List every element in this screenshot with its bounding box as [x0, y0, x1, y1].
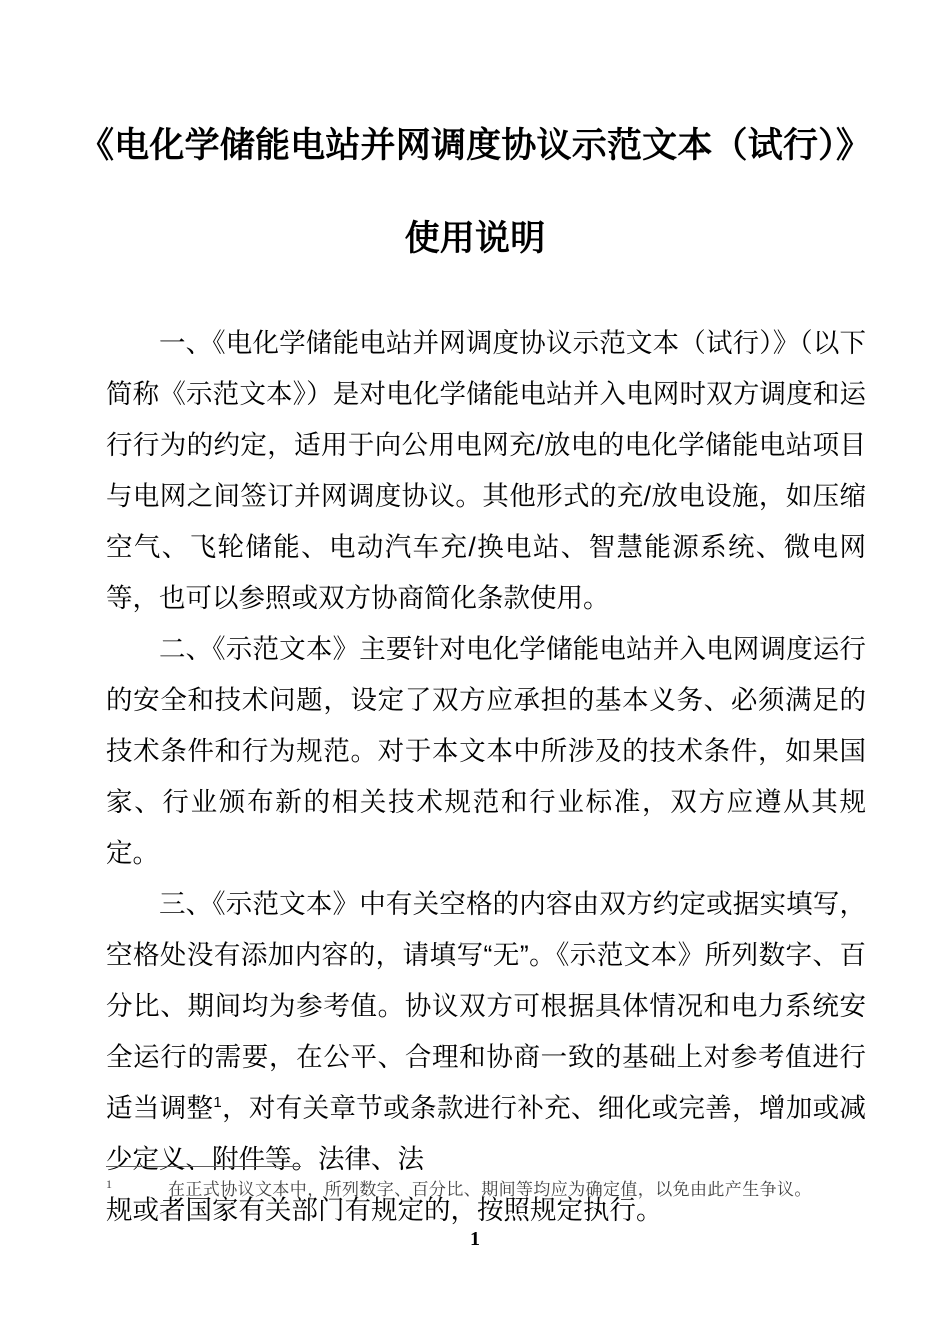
paragraph-one: 一、《电化学储能电站并网调度协议示范文本（试行）》（以下简称《示范文本》）是对电化学储能电站并入电网时双方调度和运行行为的约定，适用于向公用电网充/放电的电化学储能电站项目与电网之间签订并网调度协议。其他形式的充/放电设施，如压缩空气、飞轮储能、电动汽车充/换电站、智慧能源系统、微电网等，也可以参照或双方协商简化条款使用。: [106, 328, 866, 613]
paragraph-three-text-before-footnote: 三、《示范文本》中有关空格的内容由双方约定或据实填写，空格处没有添加内容的，请填写“无”。《示范文本》所列数字、百分比、期间均为参考值。协议双方可根据具体情况和电力系统安全运行的需要，在公平、合理和协商一致的基础上对参考值进行适当调整: [106, 889, 866, 1123]
document-title-block: [0, 0, 950, 256]
footnote-text: 在正式协议文本中，所列数字、百分比、期间等均应为确定值，以免由此产生争议。: [168, 1180, 812, 1199]
paragraph-three-text-after-footnote: ，对有关章节或条款进行补充、细化或完善，增加或减少定义、附件等。法律、法: [106, 1093, 867, 1174]
footnote-separator-rule: [106, 1166, 301, 1167]
page-title-line-1: 《电化学储能电站并网调度协议示范文本（试行）》: [78, 126, 872, 165]
footnote-reference-marker[interactable]: 1: [213, 1094, 222, 1112]
document-body: [106, 318, 866, 1236]
page-title-line-2: 使用说明: [404, 219, 546, 258]
page-number: 1: [470, 1228, 480, 1250]
footnote-section: [106, 1166, 866, 1203]
paragraph-three: [106, 879, 866, 1185]
footnote-item: 1 在正式协议文本中，所列数字、百分比、期间等均应为确定值，以免由此产生争议。: [106, 1177, 812, 1199]
paragraph-three-continuation: 规或者国家有关部门有规定的，按照规定执行。: [106, 1195, 663, 1225]
paragraph-two: 二、《示范文本》主要针对电化学储能电站并入电网调度运行的安全和技术问题，设定了双方应承担的基本义务、必须满足的技术条件和行为规范。对于本文本中所涉及的技术条件，如果国家、行业颁布新的相关技术规范和行业标准，双方应遵从其规定。: [106, 634, 866, 868]
